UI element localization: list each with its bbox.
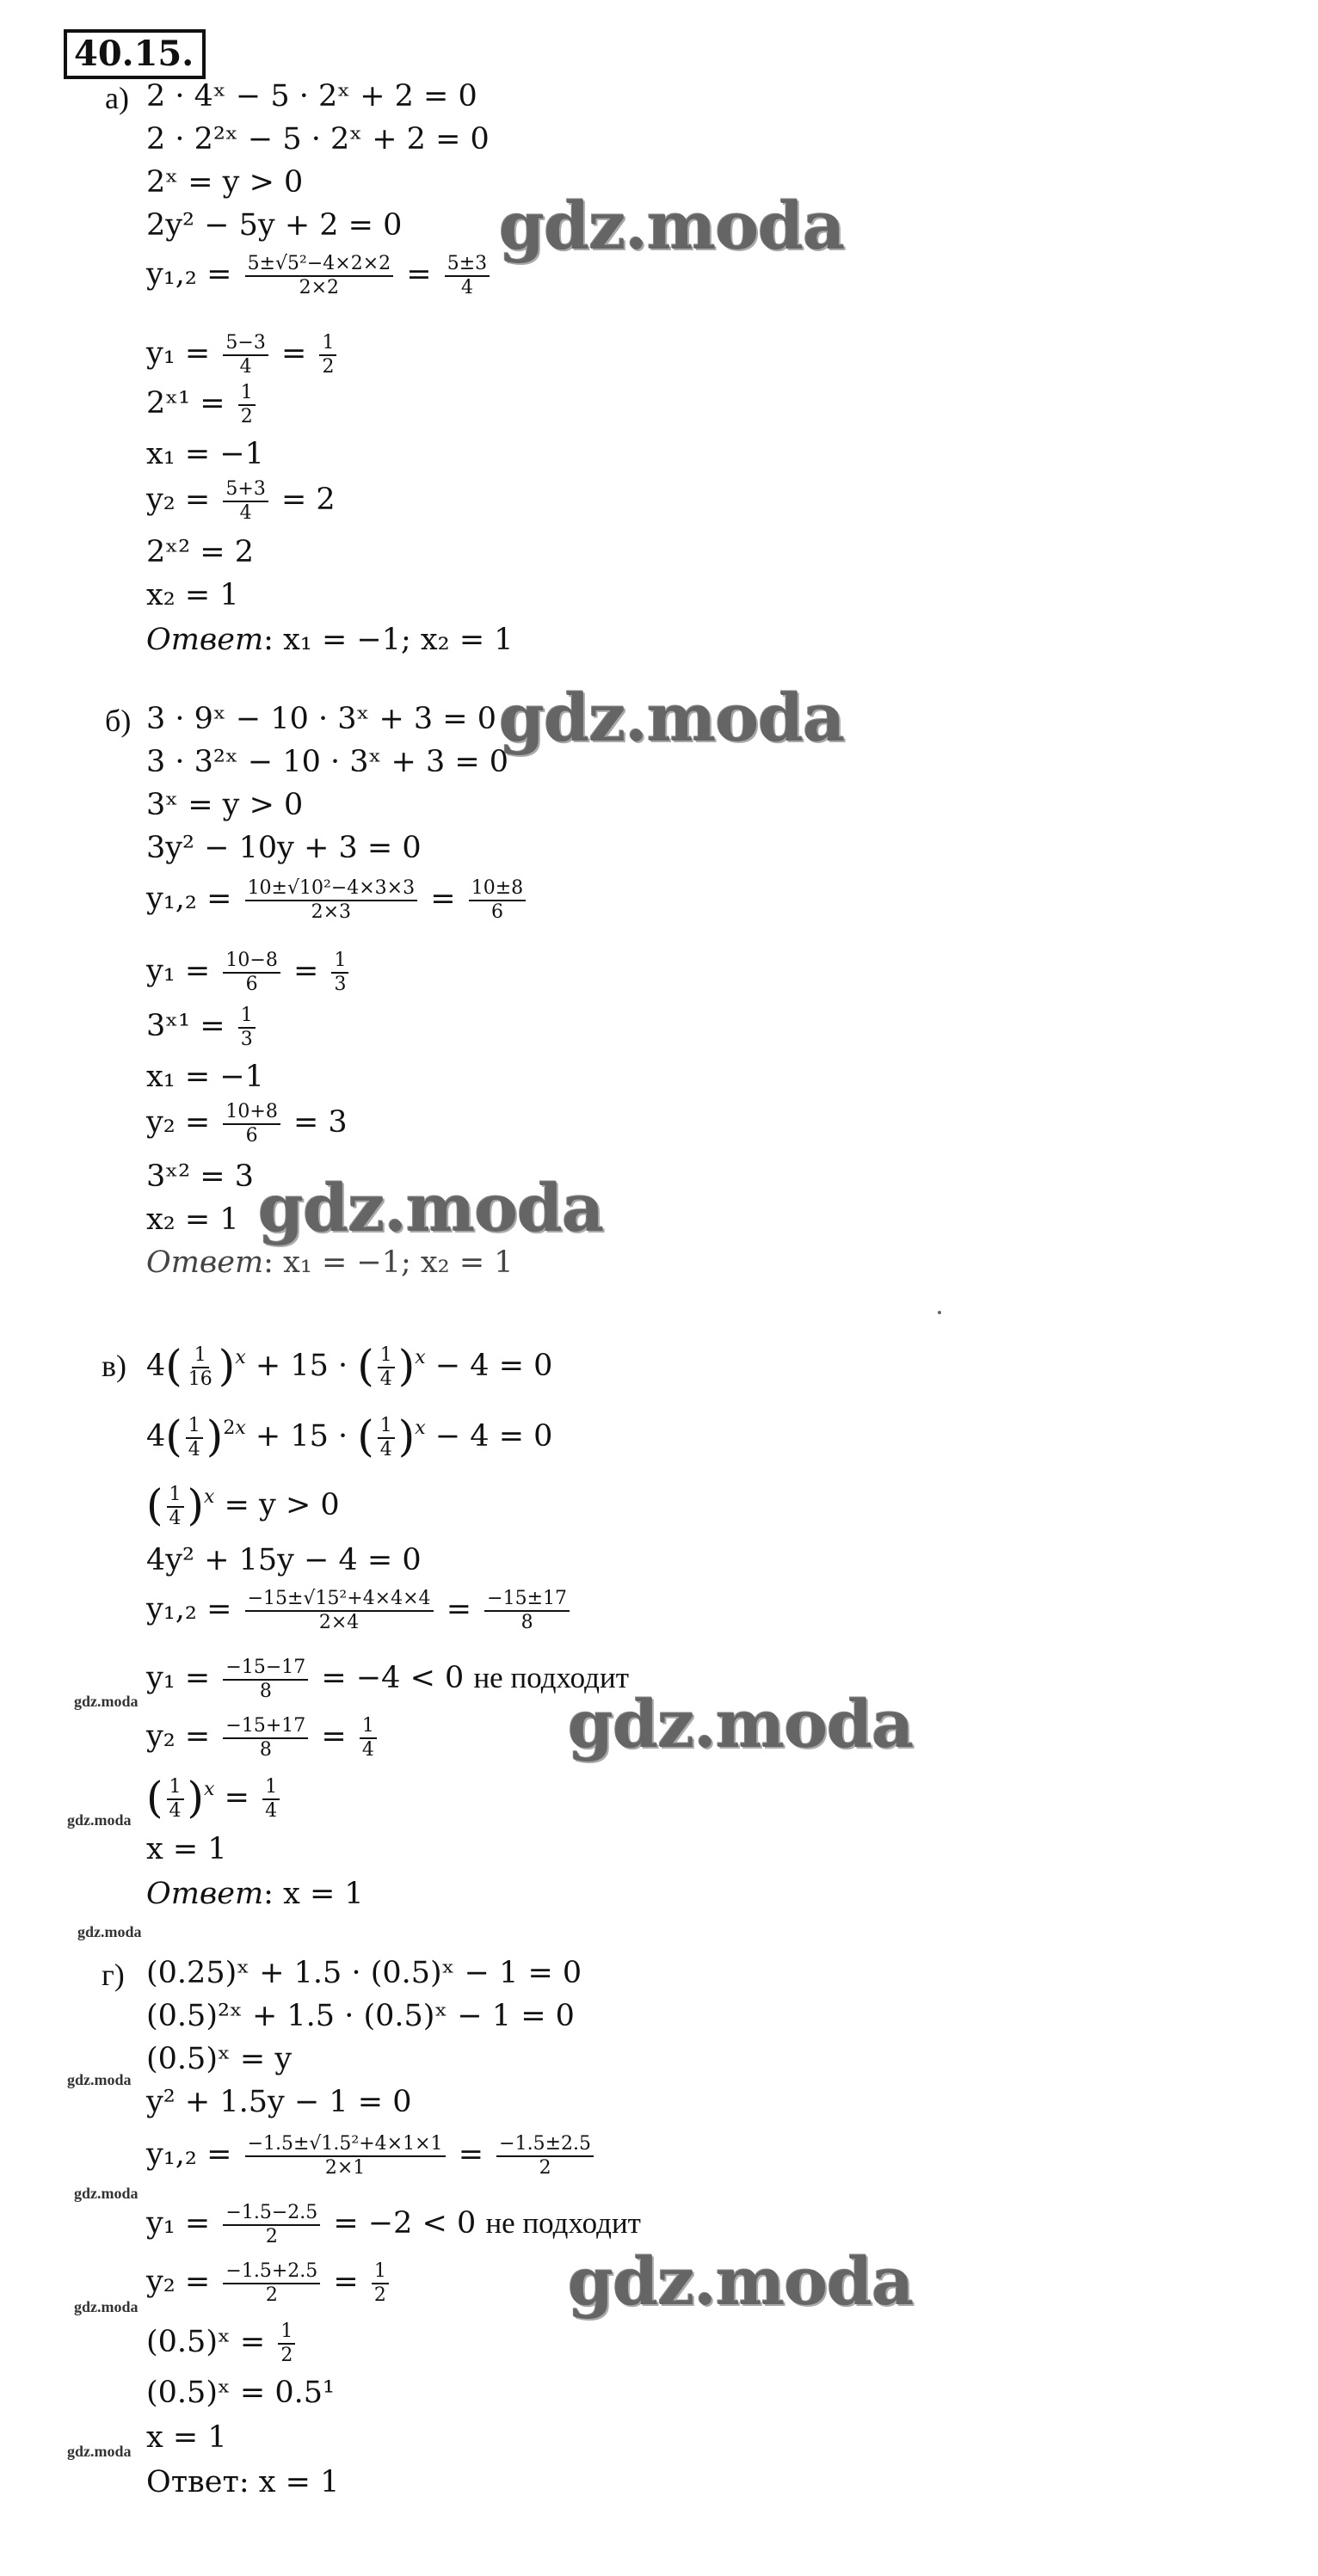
part-a-y1: y₁ = $\frac{5-3}{4}$ = $\frac{1}{2}$ bbox=[146, 329, 340, 378]
watermark-logo: gdz.moda bbox=[568, 2243, 914, 2320]
part-v-roots-formula: y₁,₂ = $\frac{\text{−15±√15²+4×4×4}}{2\times 4}$ = $\frac{-15\pm 17}{8}$ bbox=[146, 1584, 573, 1634]
part-v-power-eq: ( $\frac{1}{4}$ )$^x$ = $\frac{1}{4}$ bbox=[146, 1765, 283, 1830]
part-g-line-4: y² + 1.5y − 1 = 0 bbox=[146, 2085, 412, 2119]
part-v-x: x = 1 bbox=[146, 1832, 227, 1866]
watermark-small: gdz.moda bbox=[67, 2443, 132, 2460]
part-a-power-eq-2: 2ˣ² = 2 bbox=[146, 535, 254, 569]
part-v-line-1: 4( $\frac{1}{16}$ )$^x$ + 15 · ( $\frac{1}{4}$ )$^x$ − 4 = 0 bbox=[146, 1341, 553, 1391]
part-g-x: x = 1 bbox=[146, 2420, 227, 2455]
part-a-y2: y₂ = $\frac{5+3}{4}$ = 2 bbox=[146, 477, 336, 524]
part-g-y1: y₁ = $\frac{-1.5-2.5}{2}$ = −2 < 0 не подходит bbox=[146, 2201, 641, 2247]
watermark-small: gdz.moda bbox=[77, 1923, 142, 1940]
part-g-power-eq-1: (0.5)ˣ = $\frac{1}{2}$ bbox=[146, 2317, 299, 2367]
part-b-roots-formula: y₁,₂ = $\frac{\text{10±√10²−4×3×3}}{2\times 3}$ = $\frac{10\pm 8}{6}$ bbox=[146, 874, 529, 924]
part-a-line-1: 2 · 4ˣ − 5 · 2ˣ + 2 = 0 bbox=[146, 79, 477, 114]
part-a-x1: x₁ = −1 bbox=[146, 437, 264, 471]
part-b-line-4: 3y² − 10y + 3 = 0 bbox=[146, 831, 422, 865]
part-g-line-2: (0.5)²ˣ + 1.5 · (0.5)ˣ − 1 = 0 bbox=[146, 1999, 575, 2033]
part-v-line-3: ( $\frac{1}{4}$ )$^x$ = y > 0 bbox=[146, 1480, 340, 1530]
watermark-logo: gdz.moda bbox=[568, 1686, 914, 1762]
watermark-logo: gdz.moda bbox=[499, 679, 845, 756]
part-b-line-3: 3ˣ = y > 0 bbox=[146, 788, 304, 822]
part-g-line-1: (0.25)ˣ + 1.5 · (0.5)ˣ − 1 = 0 bbox=[146, 1956, 582, 1990]
part-v-label: в) bbox=[102, 1349, 126, 1383]
part-a-line-3: 2ˣ = y > 0 bbox=[146, 165, 304, 200]
part-b-answer: Ответ: x₁ = −1; x₂ = 1 bbox=[146, 1245, 514, 1280]
watermark-logo: gdz.moda bbox=[258, 1170, 604, 1246]
part-g-power-eq-2: (0.5)ˣ = 0.5¹ bbox=[146, 2376, 336, 2410]
part-b-power-eq-1: 3ˣ¹ = $\frac{1}{3}$ bbox=[146, 1001, 259, 1051]
part-a-roots-formula: y₁,₂ = $\frac{\text{5±√5²−4×2×2}}{2\times 2}$ = $\frac{5\pm 3}{4}$ bbox=[146, 249, 493, 299]
stray-mark bbox=[938, 1311, 941, 1314]
part-b-x1: x₁ = −1 bbox=[146, 1060, 264, 1094]
watermark-small: gdz.moda bbox=[67, 2071, 132, 2088]
part-b-y2: y₂ = $\frac{10+8}{6}$ = 3 bbox=[146, 1100, 348, 1147]
part-v-y1: y₁ = $\frac{-15-17}{8}$ = −4 < 0 не подходит bbox=[146, 1656, 629, 1702]
watermark-small: gdz.moda bbox=[74, 1693, 139, 1710]
part-a-label: а) bbox=[105, 81, 129, 115]
part-b-y1: y₁ = $\frac{10-8}{6}$ = $\frac{1}{3}$ bbox=[146, 946, 352, 996]
part-b-x2: x₂ = 1 bbox=[146, 1202, 239, 1237]
part-v-answer: Ответ: x = 1 bbox=[146, 1877, 364, 1911]
part-b-label: б) bbox=[105, 704, 132, 738]
watermark-small: gdz.moda bbox=[74, 2298, 139, 2315]
part-g-answer: Ответ: x = 1 bbox=[146, 2465, 340, 2499]
part-v-line-4: 4y² + 15y − 4 = 0 bbox=[146, 1543, 422, 1577]
part-v-line-2: 4( $\frac{1}{4}$ )$^{2x}$ + 15 · ( $\frac{1}{4}$ )$^x$ − 4 = 0 bbox=[146, 1411, 553, 1461]
watermark-logo: gdz.moda bbox=[499, 188, 845, 264]
part-g-roots-formula: y₁,₂ = $\frac{\text{−1.5±√1.5²+4×1×1}}{2\times 1}$ = $\frac{-1.5\pm 2.5}{2}$ bbox=[146, 2130, 597, 2179]
part-a-line-2: 2 · 2²ˣ − 5 · 2ˣ + 2 = 0 bbox=[146, 122, 490, 157]
part-a-line-4: 2y² − 5y + 2 = 0 bbox=[146, 208, 403, 243]
part-g-line-3: (0.5)ˣ = y bbox=[146, 2042, 293, 2076]
part-v-y2: y₂ = $\frac{-15+17}{8}$ = $\frac{1}{4}$ bbox=[146, 1712, 380, 1761]
part-a-answer: Ответ: x₁ = −1; x₂ = 1 bbox=[146, 623, 514, 657]
part-b-power-eq-2: 3ˣ² = 3 bbox=[146, 1159, 254, 1194]
part-b-line-2: 3 · 3²ˣ − 10 · 3ˣ + 3 = 0 bbox=[146, 745, 509, 779]
watermark-small: gdz.moda bbox=[74, 2185, 139, 2202]
part-b-line-1: 3 · 9ˣ − 10 · 3ˣ + 3 = 0 bbox=[146, 702, 497, 736]
part-a-x2: x₂ = 1 bbox=[146, 578, 239, 612]
part-g-y2: y₂ = $\frac{-1.5+2.5}{2}$ = $\frac{1}{2}$ bbox=[146, 2257, 392, 2307]
part-g-label: г) bbox=[102, 1958, 125, 1992]
part-a-power-eq-1: 2ˣ¹ = $\frac{1}{2}$ bbox=[146, 378, 259, 428]
problem-number: 40.15. bbox=[64, 29, 206, 79]
watermark-small: gdz.moda bbox=[67, 1811, 132, 1829]
